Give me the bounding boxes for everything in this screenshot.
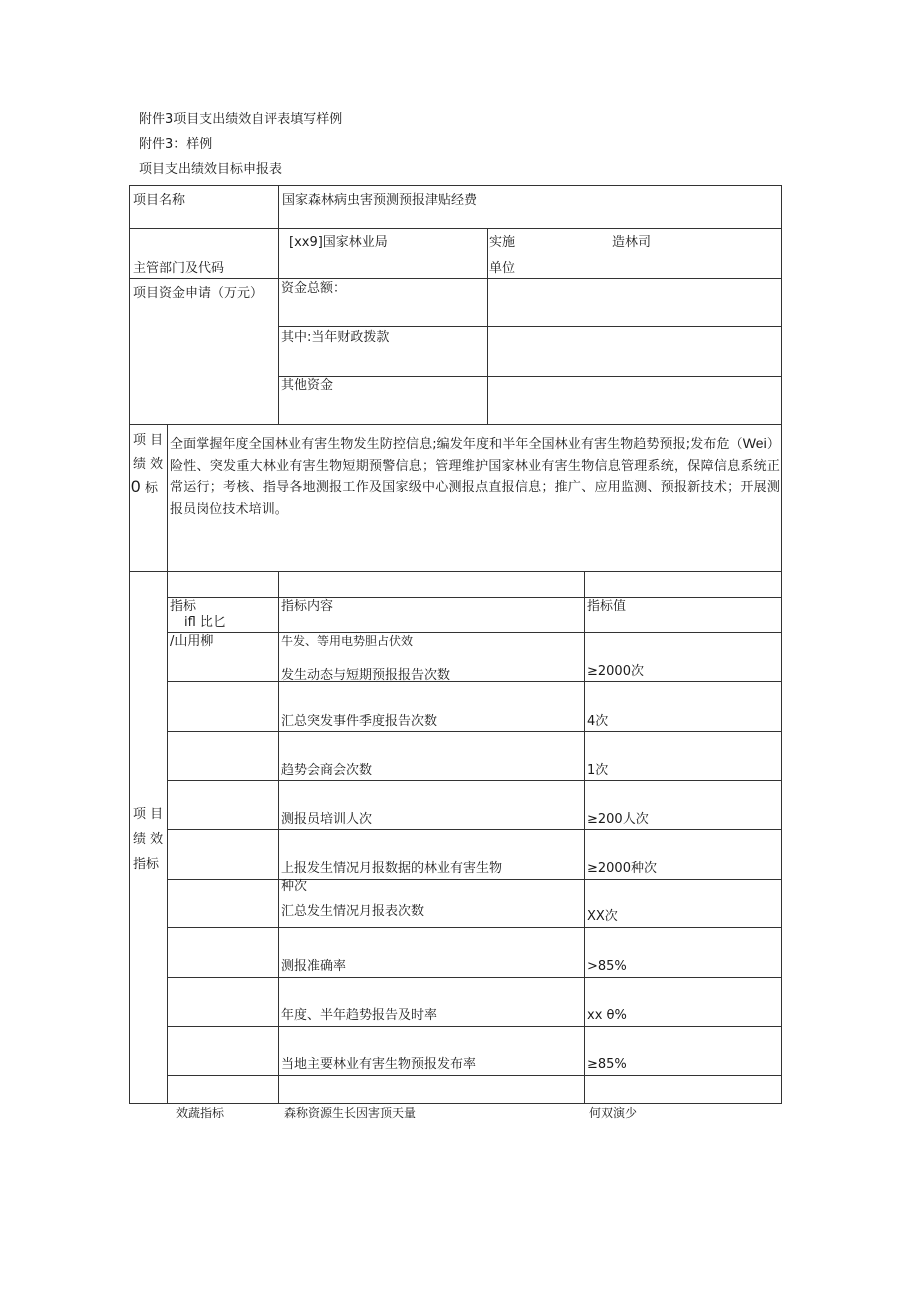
table-border-right: [781, 185, 782, 1104]
footer-col3: 何双演少: [589, 1106, 638, 1120]
indicator-row-value: ≥2000次: [587, 664, 644, 679]
indicator-side-label-2: 绩 效: [133, 832, 164, 847]
row-divider: [278, 326, 782, 327]
first-row-overflow-text: 牛发、等用电势胆占伏效: [281, 634, 414, 648]
funds-label: 项目资金申请（万元）: [133, 286, 264, 301]
indicator-row-value: ≥85%: [587, 1057, 627, 1072]
indicator-row-content: 汇总突发事件季度报告次数: [281, 714, 438, 729]
row-divider: [167, 977, 782, 978]
row-divider: [167, 681, 782, 682]
footer-col2: 森称资源生长因害顶天量: [284, 1106, 417, 1120]
doc-heading-sample: 附件3：样例: [139, 137, 213, 152]
goal-text-part1: 全面掌握年度全国林业有害生物发生防控信息;编发年度和半年全国林业有害生物趋势预报;发布危（: [170, 437, 743, 452]
goal-text: [170, 433, 780, 520]
table-border-bottom: [129, 1103, 782, 1104]
indicator-row-content: 当地主要林业有害生物预报发布率: [281, 1057, 477, 1072]
row-divider: [129, 228, 782, 229]
implementing-unit-value: 造林司: [612, 235, 652, 250]
row-divider: [167, 731, 782, 732]
table-border-top: [129, 185, 782, 186]
indicator-row-content: 趋势会商会次数: [281, 763, 373, 778]
footer-col1: 效蔬指标: [176, 1106, 225, 1120]
department-label: 主管部门及代码: [133, 261, 225, 276]
col1-subheader: ifl 比匕: [184, 615, 226, 630]
goal-text-part3: ）险性、突发重大林业有害生物短期预警信息；管理维护国家林业有害生物信息管理系统，保障信息系统正常运行；考核、指导各地测报工作及国家级中心测报点直报信息；推广、应用监测、预报新技术；开展测报员岗位技术培训。: [170, 437, 780, 517]
row-divider: [129, 571, 782, 572]
funds-total-label: 资金总额：: [281, 281, 347, 296]
col2-header: 指标内容: [281, 599, 334, 614]
indicator-row-value: 4次: [587, 714, 609, 729]
goal-label-line2: 绩 效: [133, 457, 164, 472]
project-name-value: 国家森林病虫害预测预报津贴经费: [282, 193, 478, 208]
doc-heading-attachment: 附件3项目支出绩效自评表填写样例: [139, 112, 343, 127]
goal-label-line3b: 标: [145, 481, 159, 496]
col-divider: [167, 571, 168, 1104]
col3-header: 指标值: [587, 599, 627, 614]
row-divider: [167, 1026, 782, 1027]
col-divider: [584, 571, 585, 1104]
goal-label-line1: 项 目: [133, 433, 164, 448]
indicator-row-content: 测报准确率: [281, 959, 347, 974]
row-divider: [129, 424, 782, 425]
row-divider: [167, 597, 782, 598]
indicator-row-value: xx θ%: [587, 1008, 627, 1023]
row-divider: [278, 376, 782, 377]
indicator-row-value: 1次: [587, 763, 609, 778]
indicator-row-value: ≥2000种次: [587, 861, 657, 876]
col-divider: [167, 424, 168, 572]
row-divider: [167, 780, 782, 781]
doc-title: 项目支出绩效目标申报表: [139, 162, 283, 177]
row-divider: [167, 829, 782, 830]
indicator-row-value: ≥200人次: [587, 812, 649, 827]
implementing-unit-label-1: 实施: [489, 235, 516, 250]
indicator-row-content: 汇总发生情况月报表次数: [281, 904, 425, 919]
col-divider: [278, 571, 279, 1104]
funds-other-label: 其他资金: [281, 378, 334, 393]
indicator-row-content-wrap: 种次: [281, 879, 308, 894]
first-row-category: /山用柳: [170, 634, 214, 649]
goal-label-line3a: 0: [131, 477, 141, 496]
indicator-side-label-1: 项 目: [133, 807, 164, 822]
implementing-unit-label-2: 单位: [489, 261, 516, 276]
indicator-row-value: XX次: [587, 909, 618, 924]
indicator-side-label-3: 指标: [133, 857, 160, 872]
department-value: [xx9]国家林业局: [289, 235, 388, 250]
col-divider: [487, 228, 488, 425]
row-divider: [167, 1075, 782, 1076]
col1-header: 指标: [170, 599, 197, 614]
indicator-row-value: >85%: [587, 959, 627, 974]
project-name-label: 项目名称: [133, 193, 186, 208]
row-divider: [167, 927, 782, 928]
indicator-row-content: 年度、半年趋势报告及时率: [281, 1008, 438, 1023]
row-divider: [167, 879, 782, 880]
indicator-row-content: 测报员培训人次: [281, 812, 373, 827]
indicator-row-content: 上报发生情况月报数据的林业有害生物: [281, 861, 503, 876]
goal-text-part2: Wei: [742, 435, 767, 451]
funds-fiscal-label: 其中:当年财政拨款: [281, 330, 390, 345]
row-divider: [129, 278, 782, 279]
table-border-left: [129, 185, 130, 1104]
row-divider: [167, 632, 782, 633]
col-divider: [278, 185, 279, 425]
indicator-row-content: 发生动态与短期预报报告次数: [281, 668, 451, 683]
